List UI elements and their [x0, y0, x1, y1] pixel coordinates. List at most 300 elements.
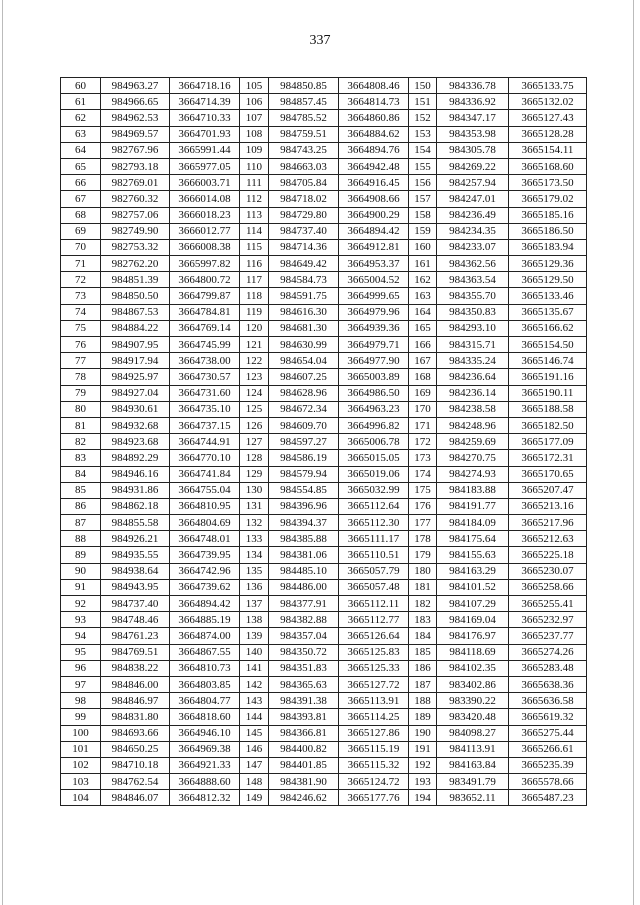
- y-coordinate-cell: 3665006.78: [339, 434, 409, 450]
- y-coordinate-cell: 3665275.44: [509, 725, 587, 741]
- table-row: [61, 757, 587, 773]
- y-coordinate-cell: 3664804.77: [170, 693, 240, 709]
- x-coordinate-cell: 984935.55: [101, 547, 170, 563]
- x-coordinate-cell: 984769.51: [101, 644, 170, 660]
- point-number-cell: 73: [61, 288, 101, 304]
- y-coordinate-cell: 3665127.72: [339, 676, 409, 692]
- table-row: [61, 725, 587, 741]
- y-coordinate-cell: 3665190.11: [509, 385, 587, 401]
- point-number-cell: 84: [61, 466, 101, 482]
- x-coordinate-cell: 984650.25: [101, 741, 170, 757]
- table-row: [61, 579, 587, 595]
- x-coordinate-cell: 984962.53: [101, 110, 170, 126]
- y-coordinate-cell: 3665004.52: [339, 272, 409, 288]
- point-number-cell: 159: [409, 223, 437, 239]
- x-coordinate-cell: 984693.66: [101, 725, 170, 741]
- y-coordinate-cell: 3664921.33: [170, 757, 240, 773]
- x-coordinate-cell: 984892.29: [101, 450, 170, 466]
- point-number-cell: 63: [61, 126, 101, 142]
- point-number-cell: 64: [61, 142, 101, 158]
- table-row: [61, 78, 587, 94]
- point-number-cell: 76: [61, 337, 101, 353]
- y-coordinate-cell: 3665115.32: [339, 757, 409, 773]
- page-number: 337: [309, 33, 331, 48]
- point-number-cell: 190: [409, 725, 437, 741]
- point-number-cell: 70: [61, 239, 101, 255]
- x-coordinate-cell: 984107.29: [437, 596, 509, 612]
- point-number-cell: 182: [409, 596, 437, 612]
- x-coordinate-cell: 984365.63: [269, 676, 339, 692]
- x-coordinate-cell: 984938.64: [101, 563, 170, 579]
- point-number-cell: 79: [61, 385, 101, 401]
- y-coordinate-cell: 3664969.38: [170, 741, 240, 757]
- point-number-cell: 150: [409, 78, 437, 94]
- point-number-cell: 119: [240, 304, 269, 320]
- x-coordinate-cell: 984761.23: [101, 628, 170, 644]
- table-row: [61, 434, 587, 450]
- y-coordinate-cell: 3664996.82: [339, 417, 409, 433]
- x-coordinate-cell: 984305.78: [437, 142, 509, 158]
- x-coordinate-cell: 984236.14: [437, 385, 509, 401]
- x-coordinate-cell: 984335.24: [437, 353, 509, 369]
- y-coordinate-cell: 3665636.58: [509, 693, 587, 709]
- x-coordinate-cell: 984350.83: [437, 304, 509, 320]
- point-number-cell: 135: [240, 563, 269, 579]
- x-coordinate-cell: 984175.64: [437, 531, 509, 547]
- y-coordinate-cell: 3664770.10: [170, 450, 240, 466]
- point-number-cell: 176: [409, 498, 437, 514]
- x-coordinate-cell: 984394.37: [269, 515, 339, 531]
- y-coordinate-cell: 3665170.65: [509, 466, 587, 482]
- table-row: [61, 741, 587, 757]
- x-coordinate-cell: 984649.42: [269, 256, 339, 272]
- x-coordinate-cell: 984169.04: [437, 612, 509, 628]
- x-coordinate-cell: 984710.18: [101, 757, 170, 773]
- point-number-cell: 171: [409, 417, 437, 433]
- y-coordinate-cell: 3664814.73: [339, 94, 409, 110]
- point-number-cell: 71: [61, 256, 101, 272]
- x-coordinate-cell: 984184.09: [437, 515, 509, 531]
- y-coordinate-cell: 3665124.72: [339, 774, 409, 790]
- point-number-cell: 175: [409, 482, 437, 498]
- x-coordinate-cell: 984257.94: [437, 175, 509, 191]
- y-coordinate-cell: 3664977.90: [339, 353, 409, 369]
- x-coordinate-cell: 984867.53: [101, 304, 170, 320]
- y-coordinate-cell: 3664860.86: [339, 110, 409, 126]
- y-coordinate-cell: 3664730.57: [170, 369, 240, 385]
- coordinates-table: [60, 77, 587, 806]
- y-coordinate-cell: 3665188.58: [509, 401, 587, 417]
- point-number-cell: 94: [61, 628, 101, 644]
- x-coordinate-cell: 984663.03: [269, 158, 339, 174]
- y-coordinate-cell: 3665128.28: [509, 126, 587, 142]
- point-number-cell: 161: [409, 256, 437, 272]
- point-number-cell: 152: [409, 110, 437, 126]
- x-coordinate-cell: 984246.62: [269, 790, 339, 806]
- point-number-cell: 142: [240, 676, 269, 692]
- table-row: [61, 644, 587, 660]
- point-number-cell: 155: [409, 158, 437, 174]
- x-coordinate-cell: 984748.46: [101, 612, 170, 628]
- point-number-cell: 106: [240, 94, 269, 110]
- point-number-cell: 129: [240, 466, 269, 482]
- x-coordinate-cell: 984486.00: [269, 579, 339, 595]
- y-coordinate-cell: 3665232.97: [509, 612, 587, 628]
- x-coordinate-cell: 984236.64: [437, 369, 509, 385]
- table-row: [61, 304, 587, 320]
- table-body: [61, 78, 587, 806]
- y-coordinate-cell: 3664894.42: [339, 223, 409, 239]
- x-coordinate-cell: 984351.83: [269, 660, 339, 676]
- point-number-cell: 72: [61, 272, 101, 288]
- x-coordinate-cell: 984118.69: [437, 644, 509, 660]
- point-number-cell: 191: [409, 741, 437, 757]
- y-coordinate-cell: 3664714.39: [170, 94, 240, 110]
- x-coordinate-cell: 984597.27: [269, 434, 339, 450]
- y-coordinate-cell: 3664916.45: [339, 175, 409, 191]
- point-number-cell: 77: [61, 353, 101, 369]
- y-coordinate-cell: 3664912.81: [339, 239, 409, 255]
- y-coordinate-cell: 3664739.95: [170, 547, 240, 563]
- y-coordinate-cell: 3665125.83: [339, 644, 409, 660]
- x-coordinate-cell: 984681.30: [269, 320, 339, 336]
- y-coordinate-cell: 3665638.36: [509, 676, 587, 692]
- point-number-cell: 148: [240, 774, 269, 790]
- point-number-cell: 89: [61, 547, 101, 563]
- y-coordinate-cell: 3665578.66: [509, 774, 587, 790]
- point-number-cell: 170: [409, 401, 437, 417]
- x-coordinate-cell: 983652.11: [437, 790, 509, 806]
- x-coordinate-cell: 984586.19: [269, 450, 339, 466]
- point-number-cell: 186: [409, 660, 437, 676]
- scan-edge-left: [2, 0, 3, 905]
- point-number-cell: 117: [240, 272, 269, 288]
- table-row: [61, 693, 587, 709]
- point-number-cell: 193: [409, 774, 437, 790]
- point-number-cell: 95: [61, 644, 101, 660]
- y-coordinate-cell: 3665135.67: [509, 304, 587, 320]
- table-row: [61, 369, 587, 385]
- table-row: [61, 272, 587, 288]
- y-coordinate-cell: 3664867.55: [170, 644, 240, 660]
- y-coordinate-cell: 3664739.62: [170, 579, 240, 595]
- y-coordinate-cell: 3666003.71: [170, 175, 240, 191]
- y-coordinate-cell: 3665015.05: [339, 450, 409, 466]
- y-coordinate-cell: 3665154.11: [509, 142, 587, 158]
- y-coordinate-cell: 3664718.16: [170, 78, 240, 94]
- y-coordinate-cell: 3665019.06: [339, 466, 409, 482]
- y-coordinate-cell: 3664986.50: [339, 385, 409, 401]
- point-number-cell: 165: [409, 320, 437, 336]
- point-number-cell: 99: [61, 709, 101, 725]
- table-row: [61, 498, 587, 514]
- x-coordinate-cell: 984943.95: [101, 579, 170, 595]
- point-number-cell: 166: [409, 337, 437, 353]
- point-number-cell: 93: [61, 612, 101, 628]
- table-row: [61, 401, 587, 417]
- x-coordinate-cell: 982749.90: [101, 223, 170, 239]
- x-coordinate-cell: 984270.75: [437, 450, 509, 466]
- x-coordinate-cell: 984846.00: [101, 676, 170, 692]
- table-row: [61, 110, 587, 126]
- x-coordinate-cell: 984396.96: [269, 498, 339, 514]
- x-coordinate-cell: 984485.10: [269, 563, 339, 579]
- y-coordinate-cell: 3664731.60: [170, 385, 240, 401]
- y-coordinate-cell: 3665258.66: [509, 579, 587, 595]
- x-coordinate-cell: 984098.27: [437, 725, 509, 741]
- y-coordinate-cell: 3664735.10: [170, 401, 240, 417]
- table-row: [61, 660, 587, 676]
- x-coordinate-cell: 984926.21: [101, 531, 170, 547]
- point-number-cell: 147: [240, 757, 269, 773]
- x-coordinate-cell: 984353.98: [437, 126, 509, 142]
- x-coordinate-cell: 984946.16: [101, 466, 170, 482]
- point-number-cell: 178: [409, 531, 437, 547]
- x-coordinate-cell: 984401.85: [269, 757, 339, 773]
- y-coordinate-cell: 3665115.19: [339, 741, 409, 757]
- x-coordinate-cell: 984607.25: [269, 369, 339, 385]
- y-coordinate-cell: 3664942.48: [339, 158, 409, 174]
- table-row: [61, 417, 587, 433]
- y-coordinate-cell: 3664888.60: [170, 774, 240, 790]
- point-number-cell: 134: [240, 547, 269, 563]
- y-coordinate-cell: 3665112.64: [339, 498, 409, 514]
- scan-edge-right: [633, 0, 634, 905]
- y-coordinate-cell: 3666018.23: [170, 207, 240, 223]
- x-coordinate-cell: 983420.48: [437, 709, 509, 725]
- table-row: [61, 515, 587, 531]
- point-number-cell: 122: [240, 353, 269, 369]
- y-coordinate-cell: 3665266.61: [509, 741, 587, 757]
- y-coordinate-cell: 3665235.39: [509, 757, 587, 773]
- point-number-cell: 160: [409, 239, 437, 255]
- x-coordinate-cell: 984554.85: [269, 482, 339, 498]
- point-number-cell: 108: [240, 126, 269, 142]
- point-number-cell: 105: [240, 78, 269, 94]
- table-row: [61, 126, 587, 142]
- point-number-cell: 85: [61, 482, 101, 498]
- point-number-cell: 146: [240, 741, 269, 757]
- point-number-cell: 136: [240, 579, 269, 595]
- y-coordinate-cell: 3664804.69: [170, 515, 240, 531]
- y-coordinate-cell: 3664979.96: [339, 304, 409, 320]
- y-coordinate-cell: 3664810.73: [170, 660, 240, 676]
- x-coordinate-cell: 984884.22: [101, 320, 170, 336]
- y-coordinate-cell: 3664939.36: [339, 320, 409, 336]
- table-row: [61, 790, 587, 806]
- point-number-cell: 68: [61, 207, 101, 223]
- y-coordinate-cell: 3664999.65: [339, 288, 409, 304]
- point-number-cell: 92: [61, 596, 101, 612]
- x-coordinate-cell: 984163.84: [437, 757, 509, 773]
- point-number-cell: 81: [61, 417, 101, 433]
- y-coordinate-cell: 3664744.91: [170, 434, 240, 450]
- y-coordinate-cell: 3664737.15: [170, 417, 240, 433]
- point-number-cell: 104: [61, 790, 101, 806]
- point-number-cell: 183: [409, 612, 437, 628]
- x-coordinate-cell: 984155.63: [437, 547, 509, 563]
- point-number-cell: 90: [61, 563, 101, 579]
- x-coordinate-cell: 984925.97: [101, 369, 170, 385]
- x-coordinate-cell: 984969.57: [101, 126, 170, 142]
- x-coordinate-cell: 984714.36: [269, 239, 339, 255]
- point-number-cell: 102: [61, 757, 101, 773]
- x-coordinate-cell: 984248.96: [437, 417, 509, 433]
- x-coordinate-cell: 984247.01: [437, 191, 509, 207]
- x-coordinate-cell: 982760.32: [101, 191, 170, 207]
- y-coordinate-cell: 3665177.76: [339, 790, 409, 806]
- table-row: [61, 142, 587, 158]
- y-coordinate-cell: 3664745.99: [170, 337, 240, 353]
- y-coordinate-cell: 3664818.60: [170, 709, 240, 725]
- y-coordinate-cell: 3665191.16: [509, 369, 587, 385]
- x-coordinate-cell: 984907.95: [101, 337, 170, 353]
- point-number-cell: 145: [240, 725, 269, 741]
- table-row: [61, 94, 587, 110]
- y-coordinate-cell: 3665112.77: [339, 612, 409, 628]
- x-coordinate-cell: 984584.73: [269, 272, 339, 288]
- y-coordinate-cell: 3665127.86: [339, 725, 409, 741]
- y-coordinate-cell: 3665057.79: [339, 563, 409, 579]
- point-number-cell: 88: [61, 531, 101, 547]
- point-number-cell: 120: [240, 320, 269, 336]
- y-coordinate-cell: 3666014.08: [170, 191, 240, 207]
- table-row: [61, 288, 587, 304]
- point-number-cell: 86: [61, 498, 101, 514]
- point-number-cell: 101: [61, 741, 101, 757]
- y-coordinate-cell: 3666008.38: [170, 239, 240, 255]
- y-coordinate-cell: 3664710.33: [170, 110, 240, 126]
- x-coordinate-cell: 984393.81: [269, 709, 339, 725]
- y-coordinate-cell: 3665186.50: [509, 223, 587, 239]
- y-coordinate-cell: 3665111.17: [339, 531, 409, 547]
- y-coordinate-cell: 3665185.16: [509, 207, 587, 223]
- x-coordinate-cell: 984930.61: [101, 401, 170, 417]
- x-coordinate-cell: 984274.93: [437, 466, 509, 482]
- table-row: [61, 596, 587, 612]
- y-coordinate-cell: 3665166.62: [509, 320, 587, 336]
- point-number-cell: 140: [240, 644, 269, 660]
- table-row: [61, 223, 587, 239]
- point-number-cell: 125: [240, 401, 269, 417]
- point-number-cell: 179: [409, 547, 437, 563]
- y-coordinate-cell: 3665977.05: [170, 158, 240, 174]
- x-coordinate-cell: 984382.88: [269, 612, 339, 628]
- x-coordinate-cell: 984236.49: [437, 207, 509, 223]
- y-coordinate-cell: 3665212.63: [509, 531, 587, 547]
- point-number-cell: 111: [240, 175, 269, 191]
- y-coordinate-cell: 3664874.00: [170, 628, 240, 644]
- y-coordinate-cell: 3665032.99: [339, 482, 409, 498]
- x-coordinate-cell: 984336.78: [437, 78, 509, 94]
- table-row: [61, 774, 587, 790]
- point-number-cell: 156: [409, 175, 437, 191]
- y-coordinate-cell: 3664803.85: [170, 676, 240, 692]
- y-coordinate-cell: 3665057.48: [339, 579, 409, 595]
- point-number-cell: 173: [409, 450, 437, 466]
- y-coordinate-cell: 3665129.50: [509, 272, 587, 288]
- point-number-cell: 130: [240, 482, 269, 498]
- x-coordinate-cell: 984931.86: [101, 482, 170, 498]
- x-coordinate-cell: 984101.52: [437, 579, 509, 595]
- y-coordinate-cell: 3664738.00: [170, 353, 240, 369]
- y-coordinate-cell: 3664769.14: [170, 320, 240, 336]
- point-number-cell: 133: [240, 531, 269, 547]
- y-coordinate-cell: 3665113.91: [339, 693, 409, 709]
- x-coordinate-cell: 984963.27: [101, 78, 170, 94]
- x-coordinate-cell: 984785.52: [269, 110, 339, 126]
- x-coordinate-cell: 983491.79: [437, 774, 509, 790]
- point-number-cell: 118: [240, 288, 269, 304]
- point-number-cell: 132: [240, 515, 269, 531]
- x-coordinate-cell: 984381.06: [269, 547, 339, 563]
- x-coordinate-cell: 984743.25: [269, 142, 339, 158]
- point-number-cell: 116: [240, 256, 269, 272]
- y-coordinate-cell: 3665133.75: [509, 78, 587, 94]
- table-row: [61, 256, 587, 272]
- y-coordinate-cell: 3665133.46: [509, 288, 587, 304]
- point-number-cell: 109: [240, 142, 269, 158]
- x-coordinate-cell: 984737.40: [101, 596, 170, 612]
- table-row: [61, 450, 587, 466]
- point-number-cell: 67: [61, 191, 101, 207]
- x-coordinate-cell: 984855.58: [101, 515, 170, 531]
- y-coordinate-cell: 3665172.31: [509, 450, 587, 466]
- point-number-cell: 139: [240, 628, 269, 644]
- x-coordinate-cell: 984269.22: [437, 158, 509, 174]
- y-coordinate-cell: 3665217.96: [509, 515, 587, 531]
- point-number-cell: 107: [240, 110, 269, 126]
- x-coordinate-cell: 982767.96: [101, 142, 170, 158]
- point-number-cell: 60: [61, 78, 101, 94]
- x-coordinate-cell: 984850.50: [101, 288, 170, 304]
- point-number-cell: 157: [409, 191, 437, 207]
- y-coordinate-cell: 3665126.64: [339, 628, 409, 644]
- point-number-cell: 168: [409, 369, 437, 385]
- point-number-cell: 167: [409, 353, 437, 369]
- y-coordinate-cell: 3665129.36: [509, 256, 587, 272]
- y-coordinate-cell: 3665132.02: [509, 94, 587, 110]
- x-coordinate-cell: 984850.85: [269, 78, 339, 94]
- y-coordinate-cell: 3664963.23: [339, 401, 409, 417]
- x-coordinate-cell: 984846.97: [101, 693, 170, 709]
- x-coordinate-cell: 984591.75: [269, 288, 339, 304]
- point-number-cell: 61: [61, 94, 101, 110]
- point-number-cell: 103: [61, 774, 101, 790]
- x-coordinate-cell: 984357.04: [269, 628, 339, 644]
- point-number-cell: 143: [240, 693, 269, 709]
- table-row: [61, 709, 587, 725]
- x-coordinate-cell: 984831.80: [101, 709, 170, 725]
- x-coordinate-cell: 982762.20: [101, 256, 170, 272]
- y-coordinate-cell: 3664701.93: [170, 126, 240, 142]
- x-coordinate-cell: 984966.65: [101, 94, 170, 110]
- y-coordinate-cell: 3664784.81: [170, 304, 240, 320]
- y-coordinate-cell: 3664755.04: [170, 482, 240, 498]
- x-coordinate-cell: 984183.88: [437, 482, 509, 498]
- point-number-cell: 115: [240, 239, 269, 255]
- x-coordinate-cell: 984857.45: [269, 94, 339, 110]
- point-number-cell: 75: [61, 320, 101, 336]
- x-coordinate-cell: 984718.02: [269, 191, 339, 207]
- x-coordinate-cell: 984654.04: [269, 353, 339, 369]
- x-coordinate-cell: 984113.91: [437, 741, 509, 757]
- x-coordinate-cell: 983402.86: [437, 676, 509, 692]
- y-coordinate-cell: 3665274.26: [509, 644, 587, 660]
- x-coordinate-cell: 984705.84: [269, 175, 339, 191]
- x-coordinate-cell: 984927.04: [101, 385, 170, 401]
- y-coordinate-cell: 3665183.94: [509, 239, 587, 255]
